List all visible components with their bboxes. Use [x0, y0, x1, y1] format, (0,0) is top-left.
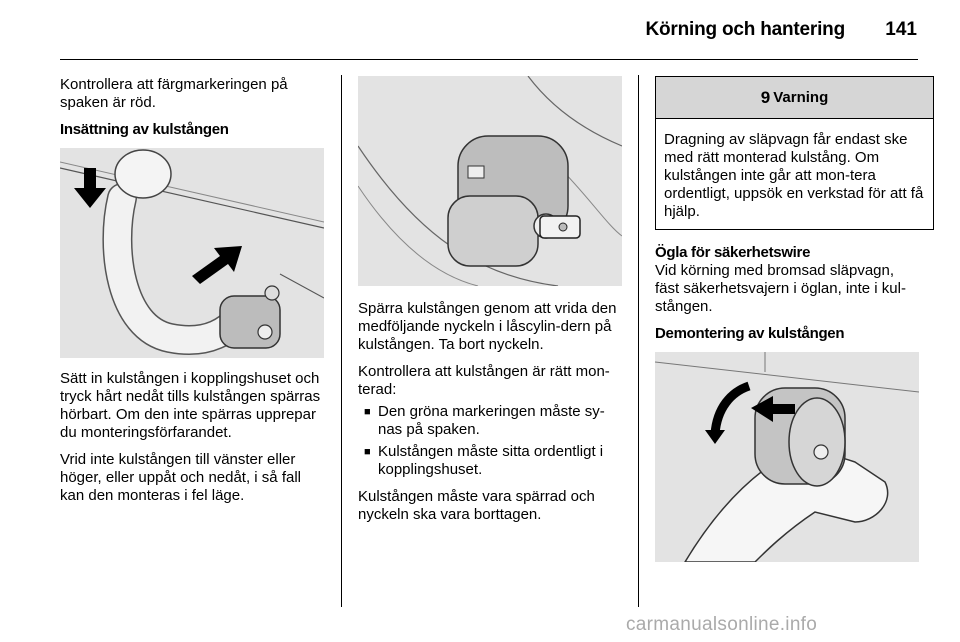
- section-heading-removal: Demontering av kulstången: [655, 325, 845, 342]
- watermark: carmanualsonline.info: [626, 614, 818, 635]
- warning-icon: 9: [760, 87, 771, 107]
- bullet-icon: ■: [364, 406, 371, 418]
- column-1: [60, 76, 325, 514]
- page-number: 141: [885, 19, 917, 40]
- page-header-title: Körning och hantering: [645, 19, 845, 40]
- warning-title: Varning: [773, 88, 829, 106]
- intro-paragraph: Kontrollera att färgmarkeringen på spaken är röd.: [60, 76, 288, 111]
- rotate-arrow-icon: [715, 386, 749, 434]
- check-paragraph: Kontrollera att kulstången är rätt mon-terad:: [358, 363, 610, 398]
- column-divider-1: [341, 75, 342, 607]
- column-2: [358, 76, 623, 533]
- list-item: ■ Den gröna markeringen måste sy-nas på spaken.: [364, 403, 605, 438]
- final-paragraph: Kulstången måste vara spärrad och nyckeln ska vara borttagen.: [358, 488, 595, 523]
- insertion-illustration: [60, 148, 324, 358]
- check-list: [358, 403, 623, 479]
- push-arrow-icon: [192, 246, 242, 284]
- safety-wire-paragraph: Vid körning med bromsad släpvagn, fäst säkerhetsvajern i öglan, inte i kul-stången.: [655, 262, 906, 315]
- warning-box: [655, 76, 934, 230]
- lock-cylinder-illustration: [358, 76, 622, 286]
- bullet-icon: ■: [364, 446, 371, 458]
- insertion-paragraph-2: Vrid inte kulstången till vänster eller höger, eller uppåt och nedåt, i så fall kan den monteras i fel läge.: [60, 451, 301, 504]
- section-heading-insertion: Insättning av kulstången: [60, 121, 229, 138]
- warning-text: Dragning av släpvagn får endast ske med rätt monterad kulstång. Om kulstången inte går att mon-tera ordentligt, uppsök en verkstad för att få hjälp.: [664, 131, 924, 220]
- removal-illustration: [655, 352, 919, 562]
- section-heading-safety-wire: Ögla för säkerhetswire: [655, 244, 811, 261]
- warning-header: [656, 77, 933, 119]
- lock-paragraph: Spärra kulstången genom att vrida den medföljande nyckeln i låscylin-dern på kulstången. Ta bort nyckeln.: [358, 300, 617, 353]
- insertion-paragraph-1: Sätt in kulstången i kopplingshuset och tryck hårt nedåt tills kulstången spärras hörbart. Om den inte spärras upprepar du monteringsförfarandet.: [60, 370, 321, 441]
- column-divider-2: [638, 75, 639, 607]
- down-arrow-icon: [74, 168, 106, 208]
- list-item: ■ Kulstången måste sitta ordentligt i kopplingshuset.: [364, 443, 604, 478]
- header-rule: [60, 59, 918, 60]
- column-3: [655, 76, 924, 562]
